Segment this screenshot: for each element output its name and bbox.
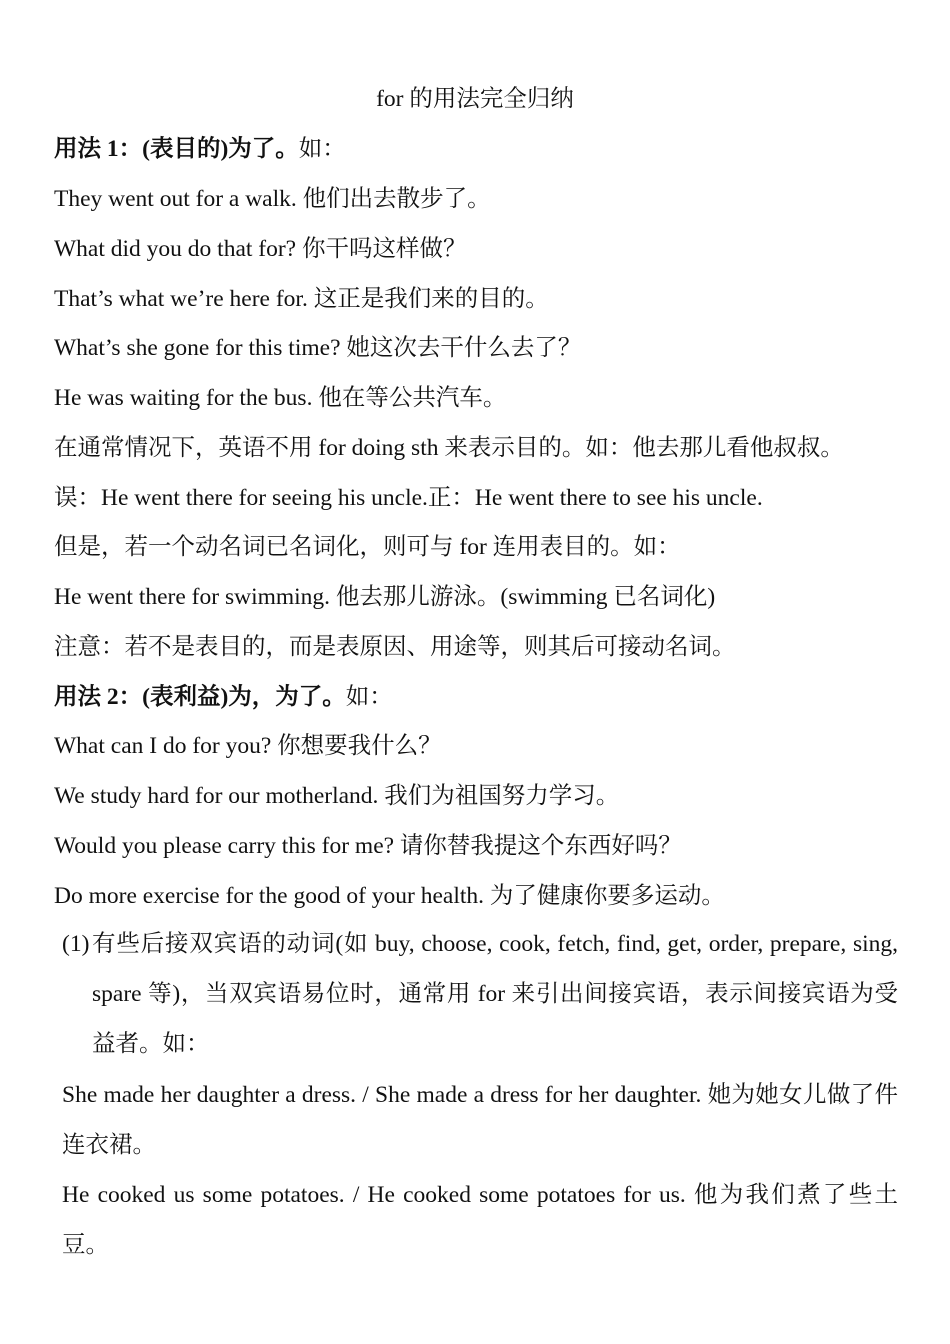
text-line: We study hard for our motherland. 我们为祖国努力学习。 (54, 783, 620, 809)
text-line: Do more exercise for the good of your health. 为了健康你要多运动。 (54, 883, 725, 909)
text-line: 注意：若不是表目的，而是表原因、用途等，则其后可接动名词。 (54, 634, 736, 660)
text-line: He went there for swimming. 他去那儿游泳。(swimming 已名词化) (54, 584, 716, 610)
text-line: What’s she gone for this time? 她这次去干什么去了？ (54, 335, 582, 361)
usage-2-heading-text: 用法 2：(表利益)为，为了。 (54, 684, 346, 710)
page-title: for 的用法完全归纳 (376, 86, 574, 112)
example-paragraph: He cooked us some potatoes. / He cooked some potatoes for us. 他为我们煮了些土豆。 (62, 1182, 898, 1258)
text-line: 误：He went there for seeing his uncle.正：He went there to see his uncle. (54, 485, 763, 511)
text-line: 在通常情况下，英语不用 for doing sth 来表示目的。如：他去那儿看他叔叔。 (54, 435, 844, 461)
example-paragraph: She made her daughter a dress. / She made a dress for her daughter. 她为她女儿做了件连衣裙。 (62, 1082, 898, 1158)
text-line: 但是，若一个动名词已名词化，则可与 for 连用表目的。如： (54, 534, 681, 560)
usage-1-heading-suffix: 如： (298, 136, 346, 162)
usage-2-heading (54, 682, 393, 712)
text-line: Would you please carry this for me? 请你替我提这个东西好吗？ (54, 833, 682, 859)
text-line: He was waiting for the bus. 他在等公共汽车。 (54, 385, 507, 411)
numbered-list-item (62, 929, 898, 1079)
usage-1-heading (54, 134, 346, 164)
list-number: (1) (62, 931, 90, 957)
text-line: What can I do for you? 你想要我什么？ (54, 733, 442, 759)
text-line: They went out for a walk. 他们出去散步了。 (54, 186, 491, 212)
usage-1-heading-text: 用法 1：(表目的)为了。 (54, 136, 299, 162)
text-line: That’s what we’re here for. 这正是我们来的目的。 (54, 286, 549, 312)
list-item-text: 有些后接双宾语的动词(如 buy, choose, cook, fetch, find, get, order, prepare, sing, spare 等)，当双宾语易位时，通常用 for 来引出间接宾语，表示间接宾语为受益者。如： (92, 931, 898, 1057)
text-line: What did you do that for? 你干吗这样做？ (54, 236, 467, 262)
usage-2-heading-suffix: 如： (345, 684, 393, 710)
